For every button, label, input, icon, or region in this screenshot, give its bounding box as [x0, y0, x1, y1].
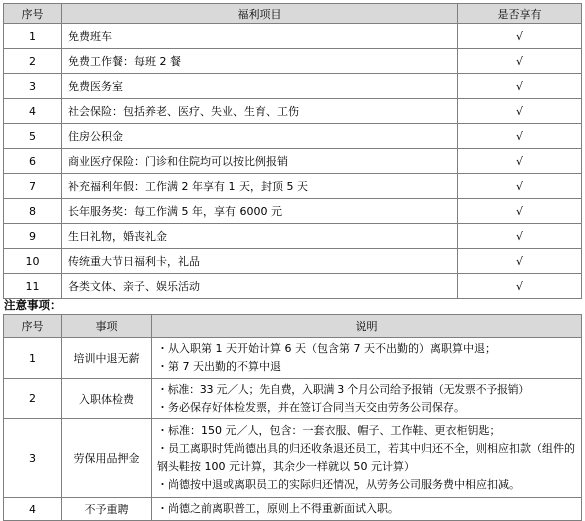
- matter-label: 不予重聘: [62, 498, 152, 521]
- description-line: ・员工离职时凭尚德出具的归还收条退还员工，若其中归还不全，则相应扣款（组件的钢头鞋按 100 元计算，其余少一样就以 50 元计算）: [157, 442, 575, 473]
- table-row: [4, 498, 582, 521]
- row-number: 4: [4, 99, 62, 124]
- table-row: [4, 224, 582, 249]
- matter-description: [152, 338, 582, 379]
- header-matter: 事项: [62, 315, 152, 338]
- matter-description: [152, 498, 582, 521]
- benefit-item: 免费医务室: [62, 74, 458, 99]
- table-row: [4, 124, 582, 149]
- header-no: 序号: [4, 4, 62, 24]
- notes-table: [3, 314, 582, 521]
- benefit-item: 商业医疗保险：门诊和住院均可以按比例报销: [62, 149, 458, 174]
- description-line: ・第 7 天出勤的不算中退: [157, 360, 281, 373]
- table-row: [4, 99, 582, 124]
- benefits-header-row: [4, 4, 582, 24]
- check-mark: √: [458, 149, 582, 174]
- check-mark: √: [458, 224, 582, 249]
- check-mark: √: [458, 249, 582, 274]
- matter-description: [152, 419, 582, 498]
- row-number: 6: [4, 149, 62, 174]
- description-line: ・从入职第 1 天开始计算 6 天（包含第 7 天不出勤的）离职算中退；: [157, 342, 496, 355]
- check-mark: √: [458, 199, 582, 224]
- matter-label: 劳保用品押金: [62, 419, 152, 498]
- table-row: [4, 419, 582, 498]
- check-mark: √: [458, 74, 582, 99]
- row-number: 3: [4, 74, 62, 99]
- table-row: [4, 338, 582, 379]
- table-row: [4, 274, 582, 299]
- table-row: [4, 379, 582, 419]
- row-number: 1: [4, 24, 62, 49]
- row-number: 5: [4, 124, 62, 149]
- row-number: 8: [4, 199, 62, 224]
- table-row: [4, 149, 582, 174]
- benefit-item: 生日礼物，婚丧礼金: [62, 224, 458, 249]
- table-row: [4, 74, 582, 99]
- check-mark: √: [458, 174, 582, 199]
- benefit-item: 各类文体、亲子、娱乐活动: [62, 274, 458, 299]
- row-number: 7: [4, 174, 62, 199]
- benefits-table: [3, 3, 582, 299]
- table-row: [4, 174, 582, 199]
- header-description: 说明: [152, 315, 582, 338]
- description-line: ・尚德之前离职普工，原则上不得重新面试入职。: [157, 502, 399, 515]
- table-row: [4, 24, 582, 49]
- row-number: 2: [4, 49, 62, 74]
- description-line: ・务必保存好体检发票，并在签订合同当天交由劳务公司保存。: [157, 400, 465, 414]
- description-line: ・标准：33 元／人；先自费，入职满 3 个月公司给予报销（无发票不予报销）: [157, 382, 530, 396]
- benefit-item: 传统重大节日福利卡，礼品: [62, 249, 458, 274]
- check-mark: √: [458, 274, 582, 299]
- table-row: [4, 49, 582, 74]
- matter-description: [152, 379, 582, 419]
- benefit-item: 长年服务奖：每工作满 5 年，享有 6000 元: [62, 199, 458, 224]
- check-mark: √: [458, 99, 582, 124]
- row-number: 2: [4, 379, 62, 419]
- benefit-item: 补充福利年假：工作满 2 年享有 1 天，封顶 5 天: [62, 174, 458, 199]
- matter-label: 入职体检费: [62, 379, 152, 419]
- check-mark: √: [458, 49, 582, 74]
- matter-label: 培训中退无薪: [62, 338, 152, 379]
- row-number: 1: [4, 338, 62, 379]
- table-row: [4, 199, 582, 224]
- benefit-item: 社会保险：包括养老、医疗、失业、生育、工伤: [62, 99, 458, 124]
- row-number: 4: [4, 498, 62, 521]
- row-number: 9: [4, 224, 62, 249]
- row-number: 11: [4, 274, 62, 299]
- header-entitled: 是否享有: [458, 4, 582, 24]
- benefit-item: 住房公积金: [62, 124, 458, 149]
- row-number: 10: [4, 249, 62, 274]
- description-line: ・尚德按中退或离职员工的实际归还情况，从劳务公司服务费中相应扣减。: [157, 478, 520, 491]
- table-row: [4, 249, 582, 274]
- header-benefit-item: 福利项目: [62, 4, 458, 24]
- check-mark: √: [458, 24, 582, 49]
- check-mark: √: [458, 124, 582, 149]
- header-no: 序号: [4, 315, 62, 338]
- description-line: ・标准：150 元／人，包含：一套衣服、帽子、工作鞋、更衣柜钥匙；: [157, 424, 501, 437]
- benefit-item: 免费班车: [62, 24, 458, 49]
- notes-title: 注意事项：: [4, 298, 62, 312]
- row-number: 3: [4, 419, 62, 498]
- notes-header-row: [4, 315, 582, 338]
- benefit-item: 免费工作餐：每班 2 餐: [62, 49, 458, 74]
